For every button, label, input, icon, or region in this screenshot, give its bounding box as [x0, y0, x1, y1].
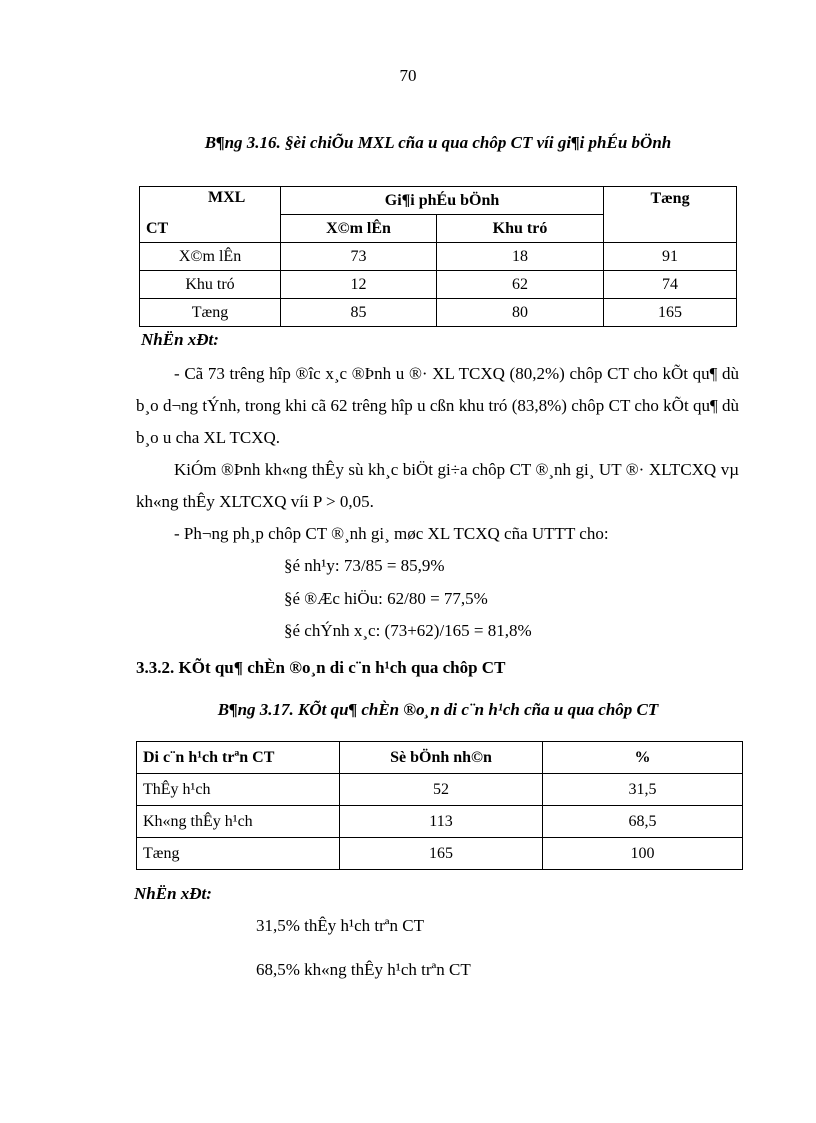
- sub-header: Khu tró: [437, 215, 604, 243]
- table-row: [137, 838, 743, 870]
- row-label: Kh«ng thÊy h¹ch: [137, 806, 340, 838]
- table-cell: 85: [281, 299, 437, 327]
- table-cell: 91: [604, 243, 737, 271]
- total-header: Tæng: [604, 187, 737, 243]
- paragraph: - Ph¬ng ph¸p chôp CT ®¸nh gi¸ møc XL TCXQ cña UTTT cho:: [174, 524, 609, 543]
- column-header: Sè bÖnh nh©n: [340, 742, 543, 774]
- table-cell: 113: [340, 806, 543, 838]
- conclusion-line: 68,5% kh«ng thÊy h¹ch trªn CT: [256, 960, 471, 979]
- table-cell: 31,5: [543, 774, 743, 806]
- table-cell: 165: [604, 299, 737, 327]
- table-caption: B¶ng 3.16. §èi chiÕu MXL cña u qua chôp CT víi gi¶i phÉu bÖnh: [204, 133, 672, 152]
- sub-header: X©m lÊn: [281, 215, 437, 243]
- row-label: Tæng: [140, 299, 281, 327]
- row-label: Tæng: [137, 838, 340, 870]
- table-corner-cell: [140, 187, 281, 243]
- note-label: NhËn xÐt:: [141, 330, 219, 349]
- stat-specificity: §é ®Æc hiÖu: 62/80 = 77,5%: [284, 589, 488, 608]
- table-cell: 165: [340, 838, 543, 870]
- table-cell: 100: [543, 838, 743, 870]
- table-cell: 74: [604, 271, 737, 299]
- row-label: ThÊy h¹ch: [137, 774, 340, 806]
- table-row: [137, 774, 743, 806]
- lymph-node-table: [136, 741, 743, 870]
- table-cell: 18: [437, 243, 604, 271]
- row-label: Khu tró: [140, 271, 281, 299]
- paragraph: KiÓm ®Þnh kh«ng thÊy sù kh¸c biÖt gi÷a chôp CT ®¸nh gi¸ UT ®· XLTCXQ vµ kh«ng thÊy XLTCXQ víi P > 0,05.: [136, 460, 739, 511]
- table-header-row: [137, 742, 743, 774]
- column-header: Di c¨n h¹ch trªn CT: [137, 742, 340, 774]
- row-label: X©m lÊn: [140, 243, 281, 271]
- table-row: [137, 806, 743, 838]
- corner-top-label: MXL: [208, 189, 246, 206]
- stat-accuracy: §é chÝnh x¸c: (73+62)/165 = 81,8%: [284, 621, 532, 640]
- group-header: Gi¶i phÉu bÖnh: [281, 187, 604, 215]
- corner-bottom-label: CT: [146, 220, 169, 237]
- table-cell: 12: [281, 271, 437, 299]
- table-row: [140, 271, 737, 299]
- mxl-vs-pathology-table: [139, 186, 737, 327]
- paragraph: - Cã 73 trêng hîp ®îc x¸c ®Þnh u ®· XL TCXQ (80,2%) chôp CT cho kÕt qu¶ dù b¸o d¬ng tÝnh, trong khi cã 62 trêng hîp u cßn khu tró (83,8%) chôp CT cho kÕt qu¶ dù b¸o u cha XL TCXQ.: [136, 364, 739, 447]
- table-cell: 52: [340, 774, 543, 806]
- table-row: [140, 243, 737, 271]
- table-row: [140, 299, 737, 327]
- table-cell: 68,5: [543, 806, 743, 838]
- stat-sensitivity: §é nh¹y: 73/85 = 85,9%: [284, 556, 445, 575]
- section-heading: 3.3.2. KÕt qu¶ chÈn ®o¸n di c¨n h¹ch qua chôp CT: [136, 658, 506, 677]
- page-number: 70: [399, 66, 417, 85]
- table-cell: 80: [437, 299, 604, 327]
- table-caption: B¶ng 3.17. KÕt qu¶ chÈn ®o¸n di c¨n h¹ch cña u qua chôp CT: [217, 700, 659, 719]
- table-cell: 62: [437, 271, 604, 299]
- table-cell: 73: [281, 243, 437, 271]
- conclusion-line: 31,5% thÊy h¹ch trªn CT: [256, 916, 424, 935]
- note-label: NhËn xÐt:: [134, 884, 212, 903]
- column-header: %: [543, 742, 743, 774]
